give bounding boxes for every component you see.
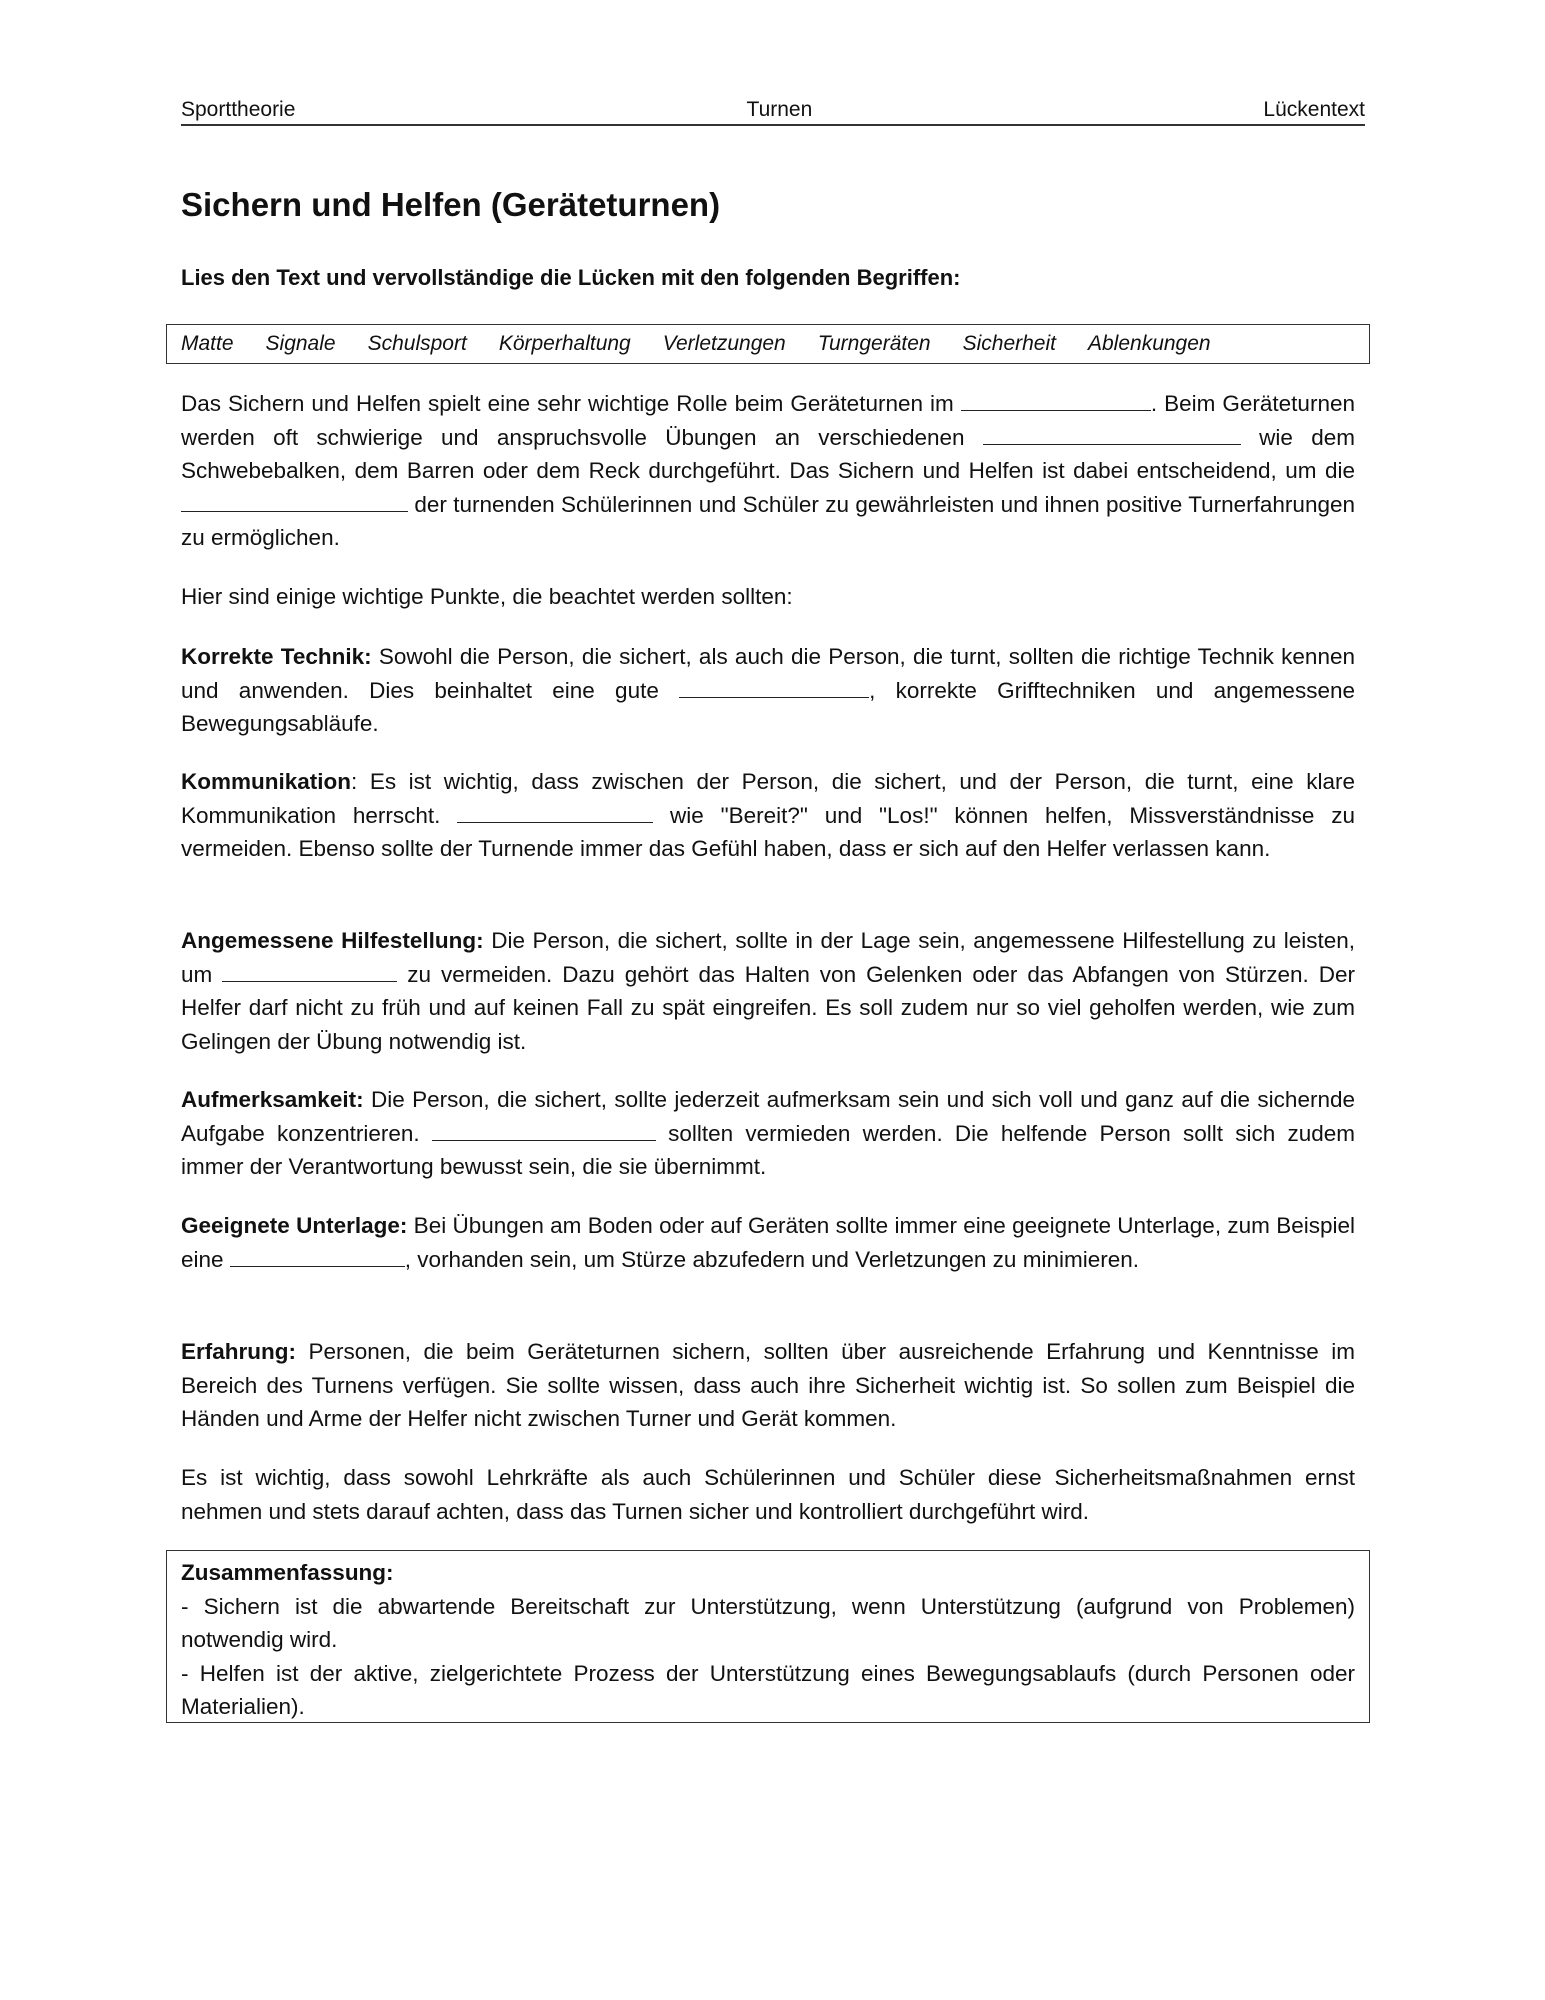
word-bank-item: Turngeräten xyxy=(817,332,931,355)
instruction-text: Lies den Text und vervollständige die Lücken mit den folgenden Begriffen: xyxy=(181,265,961,290)
kommunikation-paragraph xyxy=(181,765,1355,866)
gap-blank-1[interactable] xyxy=(961,390,1151,411)
unterlage-heading: Geeignete Unterlage: xyxy=(181,1213,408,1238)
intro-text-2: . Beim Geräteturnen werden oft schwierige und anspruchsvolle Übungen an verschiedenen xyxy=(181,391,1355,450)
header-topic: Turnen xyxy=(746,98,813,121)
word-bank-item: Verletzungen xyxy=(662,332,786,355)
intro-paragraph xyxy=(181,387,1355,555)
word-bank-item: Sicherheit xyxy=(962,332,1056,355)
gap-blank-4[interactable] xyxy=(679,677,869,698)
gap-blank-3[interactable] xyxy=(181,491,408,512)
word-bank-item: Schulsport xyxy=(367,332,467,355)
erfahrung-heading: Erfahrung: xyxy=(181,1339,296,1364)
erfahrung-paragraph xyxy=(181,1335,1355,1436)
page-title: Sichern und Helfen (Geräteturnen) xyxy=(181,186,721,223)
technik-text-1: Sowohl die Person, die sichert, als auch die Person, die turnt, sollten die richtige Technik kennen und anwenden. Dies beinhaltet eine gute xyxy=(181,644,1355,703)
kommunikation-text-2: wie "Bereit?" und "Los!" können helfen, Missverständnisse zu vermeiden. Ebenso sollte der Turnende immer das Gefühl haben, dass er sich auf den Helfer verlassen kann. xyxy=(181,802,1355,861)
technik-paragraph xyxy=(181,640,1355,741)
word-bank-item: Ablenkungen xyxy=(1087,332,1211,355)
summary-item: - Sichern ist die abwartende Bereitschaft zur Unterstützung, wenn Unterstützung (aufgrund von Problemen) notwendig wird. xyxy=(181,1593,1355,1652)
gap-blank-2[interactable] xyxy=(983,424,1241,445)
gap-blank-5[interactable] xyxy=(457,802,653,823)
summary-box xyxy=(166,1550,1370,1723)
word-bank xyxy=(166,324,1370,364)
summary-item: - Helfen ist der aktive, zielgerichtete Prozess der Unterstützung eines Bewegungsablaufs (durch Personen oder Materialien). xyxy=(181,1660,1355,1719)
unterlage-text-2: , vorhanden sein, um Stürze abzufedern und Verletzungen zu minimieren. xyxy=(404,1246,1139,1272)
aufmerksamkeit-heading: Aufmerksamkeit: xyxy=(181,1087,364,1112)
hilfestellung-heading: Angemessene Hilfestellung: xyxy=(181,928,484,953)
header-subject: Sporttheorie xyxy=(181,98,296,121)
gap-blank-8[interactable] xyxy=(230,1246,405,1267)
technik-text-2: , korrekte Grifftechniken und angemessene Bewegungsabläufe. xyxy=(181,677,1355,736)
header-type: Lückentext xyxy=(1263,98,1365,121)
intro-text-1: Das Sichern und Helfen spielt eine sehr wichtige Rolle beim Geräteturnen im xyxy=(181,391,961,416)
page-header xyxy=(181,92,1365,126)
word-bank-item: Matte xyxy=(181,332,234,355)
unterlage-paragraph xyxy=(181,1209,1355,1276)
erfahrung-text-1: Personen, die beim Geräteturnen sichern, sollten über ausreichende Erfahrung und Kenntnisse im Bereich des Turnens verfügen. Sie sollte wissen, dass auch ihre Sicherheit wichtig ist. So sollen zum Beispiel die Händen und Arme der Helfer nicht zwischen Turner und Gerät kommen. xyxy=(181,1339,1355,1431)
technik-heading: Korrekte Technik: xyxy=(181,644,372,669)
aufmerksamkeit-text-1: Die Person, die sichert, sollte jederzeit aufmerksam sein und sich voll und ganz auf die sichernde Aufgabe konzentrieren. xyxy=(181,1087,1355,1146)
gap-blank-7[interactable] xyxy=(432,1120,656,1141)
closing-paragraph: Es ist wichtig, dass sowohl Lehrkräfte als auch Schülerinnen und Schüler diese Sicherheitsmaßnahmen ernst nehmen und stets darauf achten, dass das Turnen sicher und kontrolliert durchgeführt wird. xyxy=(181,1465,1355,1524)
hilfestellung-text-2: zu vermeiden. Dazu gehört das Halten von Gelenken oder das Abfangen von Stürzen. Der Helfer darf nicht zu früh und auf keinen Fall zu spät eingreifen. Es soll zudem nur so viel geholfen werden, wie zum Gelingen der Übung notwendig ist. xyxy=(181,961,1355,1054)
points-intro: Hier sind einige wichtige Punkte, die beachtet werden sollten: xyxy=(181,584,793,609)
kommunikation-heading: Kommunikation xyxy=(181,769,352,794)
hilfestellung-paragraph xyxy=(181,924,1355,1058)
aufmerksamkeit-text-2: sollten vermieden werden. Die helfende Person sollt sich zudem immer der Verantwortung bewusst sein, die sie übernimmt. xyxy=(181,1120,1355,1179)
word-bank-item: Signale xyxy=(265,332,336,355)
word-bank-item: Körperhaltung xyxy=(498,332,631,355)
summary-title: Zusammenfassung: xyxy=(181,1560,394,1585)
intro-text-4: der turnenden Schülerinnen und Schüler zu gewährleisten und ihnen positive Turnerfahrungen zu ermöglichen. xyxy=(181,491,1355,550)
hilfestellung-text-1: Die Person, die sichert, sollte in der Lage sein, angemessene Hilfestellung zu leisten, um xyxy=(181,928,1355,987)
unterlage-text-1: Bei Übungen am Boden oder auf Geräten sollte immer eine geeignete Unterlage, zum Beispiel eine xyxy=(181,1213,1355,1272)
intro-text-3: wie dem Schwebebalken, dem Barren oder dem Reck durchgeführt. Das Sichern und Helfen ist dabei entscheidend, um die xyxy=(181,424,1355,483)
gap-blank-6[interactable] xyxy=(222,961,397,982)
aufmerksamkeit-paragraph xyxy=(181,1083,1355,1184)
kommunikation-text-1: : Es ist wichtig, dass zwischen der Person, die sichert, und der Person, die turnt, eine klare Kommunikation herrscht. xyxy=(181,769,1355,828)
